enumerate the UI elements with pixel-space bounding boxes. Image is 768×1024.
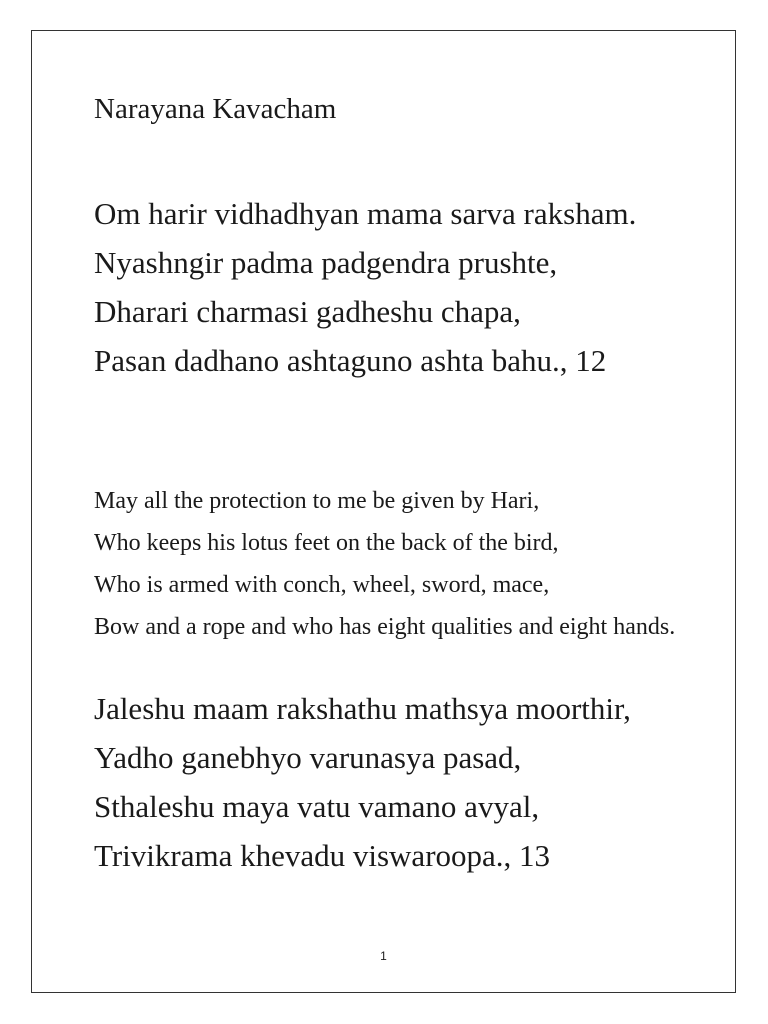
verse-line: Trivikrama khevadu viswaroopa., 13: [94, 838, 551, 873]
translation-line: May all the protection to me be given by Hari,: [94, 488, 540, 514]
verse-13-sanskrit: [94, 688, 684, 884]
page-number: 1: [380, 949, 387, 963]
translation-line: Bow and a rope and who has eight qualities and eight hands.: [94, 614, 676, 640]
verse-line: Pasan dadhano ashtaguno ashta bahu., 12: [94, 343, 607, 378]
verse-line: Dharari charmasi gadheshu chapa,: [94, 294, 521, 329]
document-title: Narayana Kavacham: [94, 93, 337, 125]
verse-line: Yadho ganebhyo varunasya pasad,: [94, 740, 522, 775]
verse-line: Jaleshu maam rakshathu mathsya moorthir,: [94, 691, 631, 726]
translation-line: Who is armed with conch, wheel, sword, mace,: [94, 572, 550, 598]
verse-12-translation: [94, 485, 684, 643]
verse-line: Sthaleshu maya vatu vamano avyal,: [94, 789, 540, 824]
translation-line: Who keeps his lotus feet on the back of the bird,: [94, 530, 559, 556]
verse-12-sanskrit: [94, 193, 684, 389]
verse-line: Om harir vidhadhyan mama sarva raksham.: [94, 196, 637, 231]
document-page: [31, 30, 736, 993]
verse-line: Nyashngir padma padgendra prushte,: [94, 245, 558, 280]
